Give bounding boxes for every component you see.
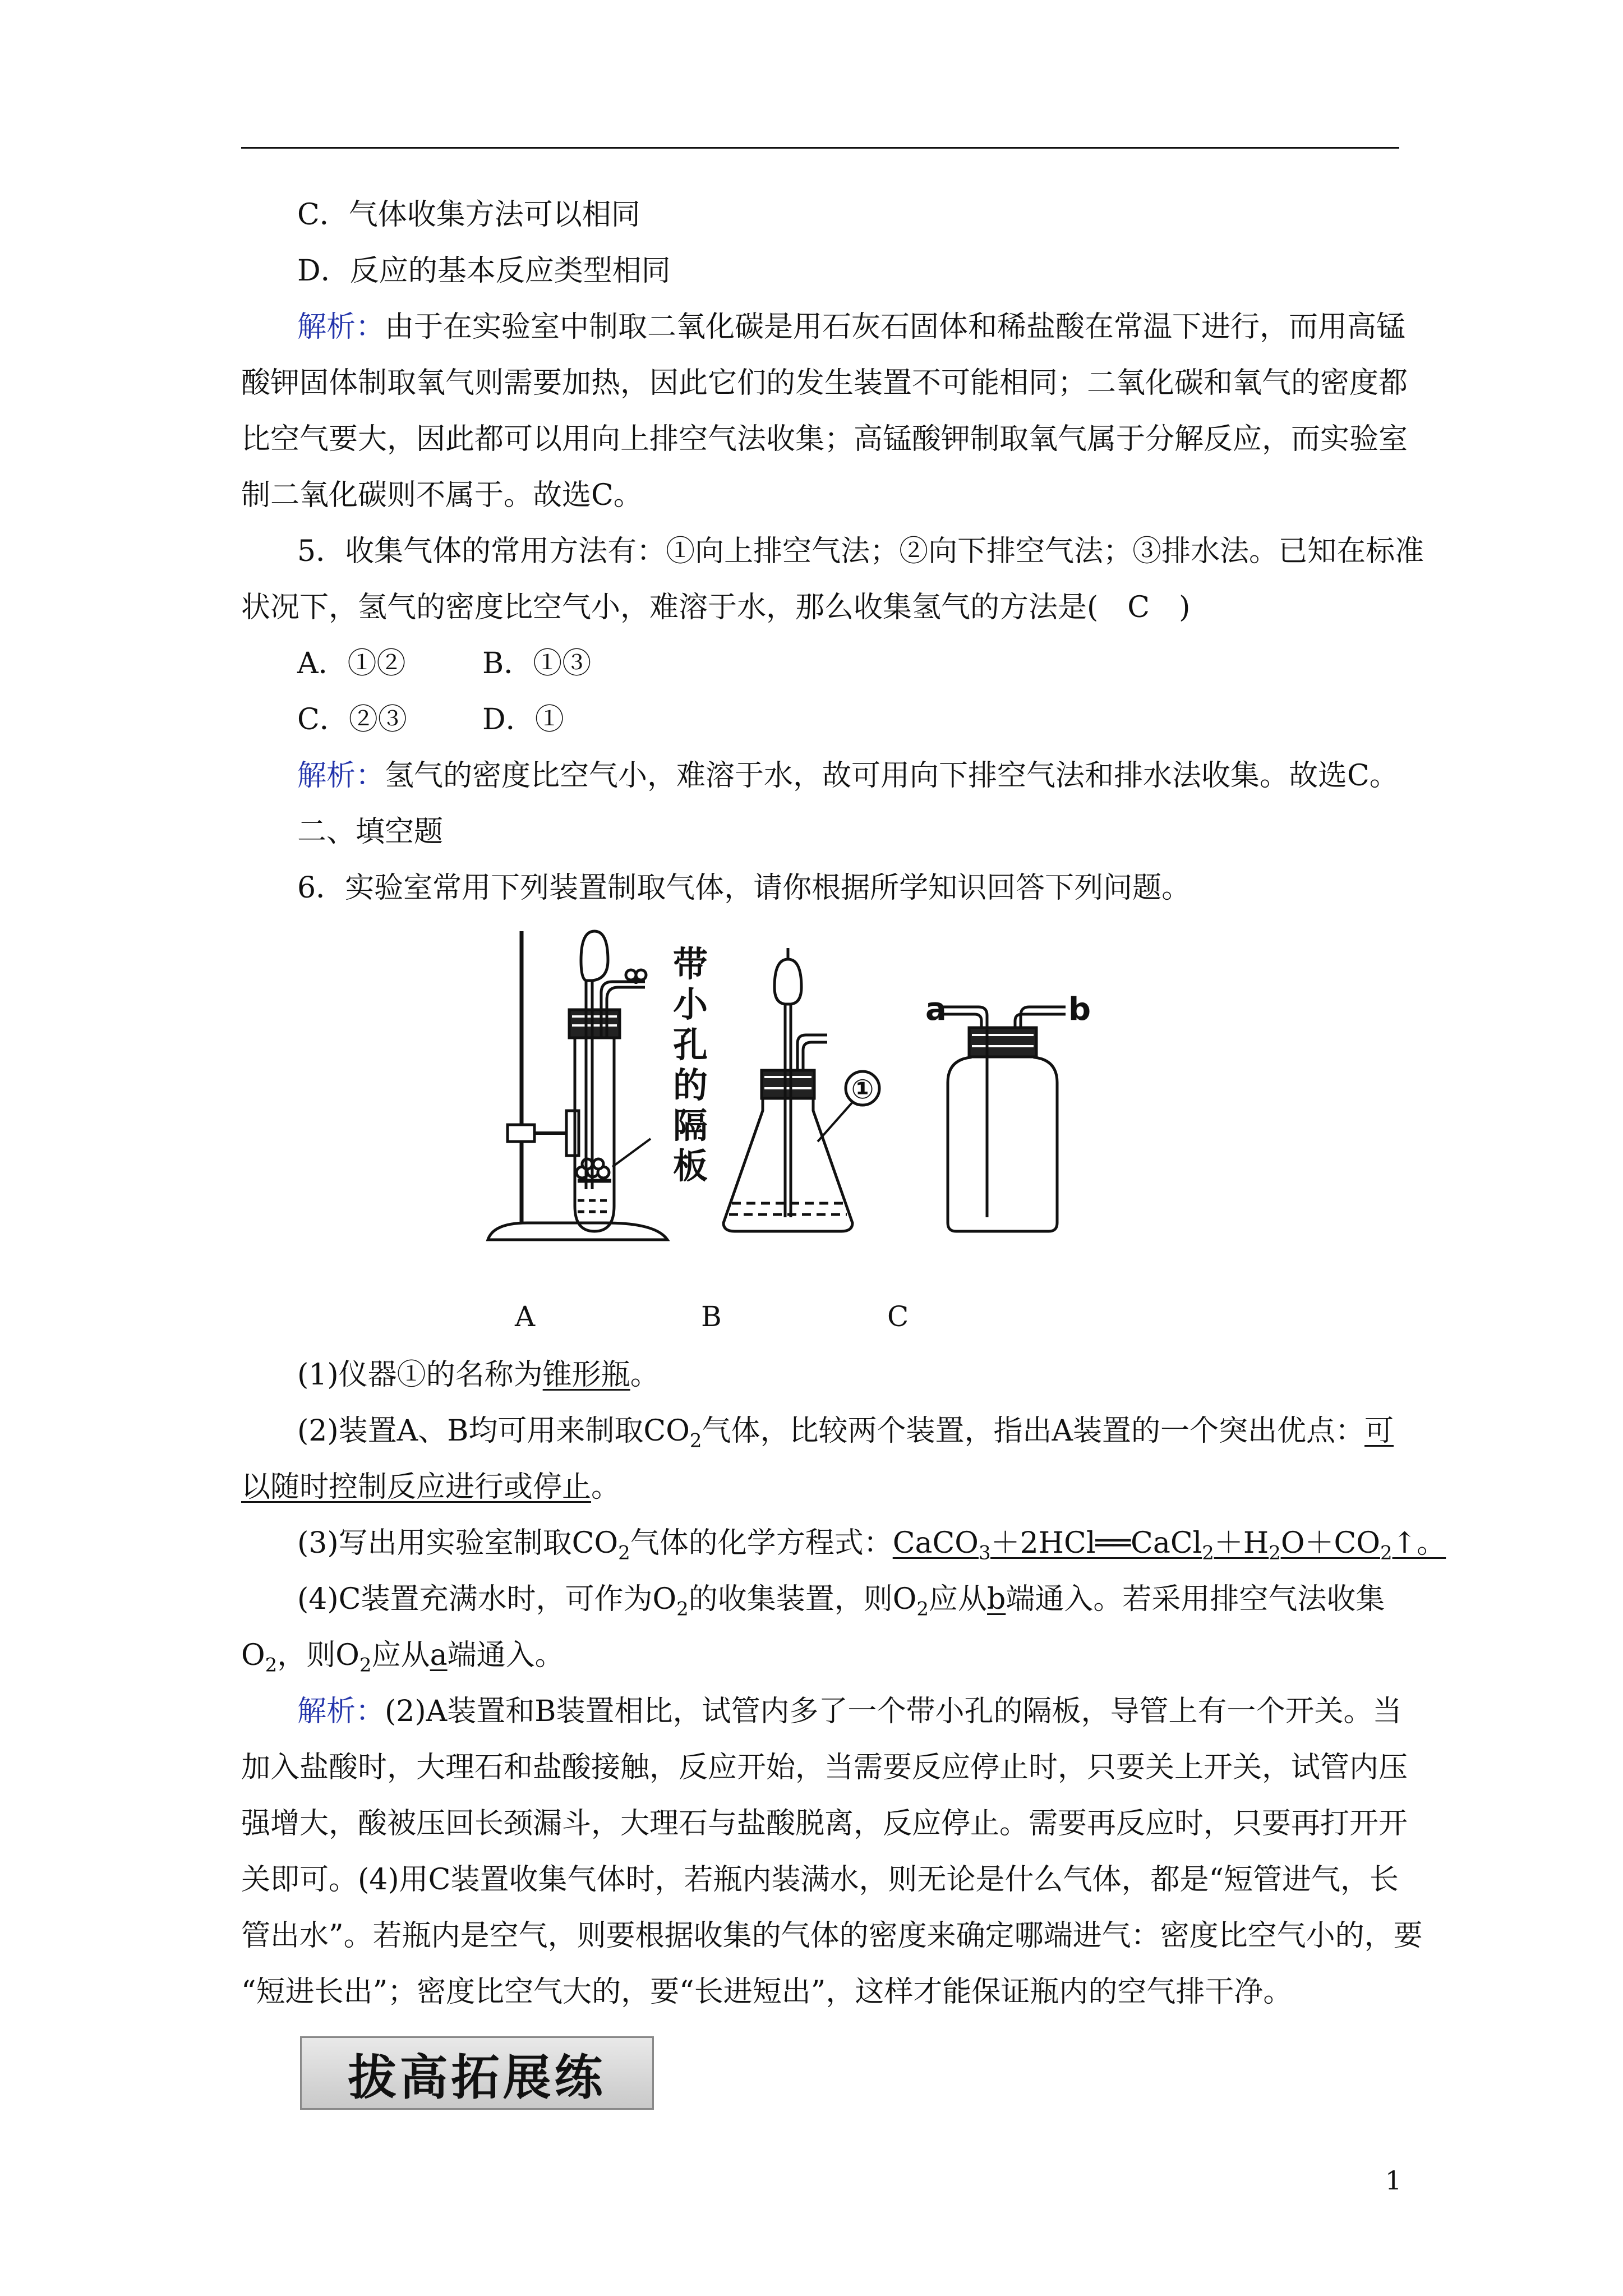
analysis-3-line-1: [297, 1694, 1401, 1729]
analysis-3-line-5: 管出水”。若瓶内是空气，则要根据收集的气体的密度来确定哪端进气：密度比空气小的，要: [241, 1919, 1423, 1953]
sub-question-2-line-2: 以随时控制反应进行或停止。: [241, 1470, 621, 1504]
sub-question-1: (1)仪器①的名称为锥形瓶。: [297, 1358, 660, 1392]
option-c: C．气体收集方法可以相同: [297, 198, 640, 232]
section-heading: 二、填空题: [297, 815, 444, 849]
caption-c: C: [887, 1300, 909, 1333]
circle-label: ①: [851, 1074, 874, 1105]
analysis-3-line-6: “短进长出”；密度比空气大的，要“长进短出”，这样才能保证瓶内的空气排干净。: [241, 1975, 1293, 2009]
analysis-label: 解析：: [297, 759, 385, 793]
option-d: D．反应的基本反应类型相同: [297, 254, 671, 288]
sub-question-3: (3)写出用实验室制取$CO_2$气体的化学方程式：$CaCO_3+2HCl══CaCl_2+H_2O+CO_2↑$。: [297, 1526, 1446, 1565]
analysis-3-line-4: 关即可。(4)用C装置收集气体时，若瓶内装满水，则无论是什么气体，都是“短管进气，长: [241, 1863, 1399, 1897]
analysis-label: 解析：: [297, 310, 385, 344]
answer-blank: 可: [1364, 1414, 1394, 1448]
sub-question-4-line-1: (4)C装置充满水时，可作为$O_2$的收集装置，则$O_2$应从b端通入。若采用排空气法收集: [297, 1582, 1385, 1621]
analysis-1-line-3: 比空气要大，因此都可以用向上排空气法收集；高锰酸钾制取氧气属于分解反应，而实验室: [241, 422, 1408, 456]
plate-label-char: 小: [673, 984, 708, 1025]
answer-blank: 以随时控制反应进行或停止: [241, 1470, 592, 1504]
apparatus-c: [942, 1007, 1066, 1231]
banner-title: 拔高拓展练: [348, 2049, 606, 2106]
equation-answer: $CaCO_3+2HCl══CaCl_2+H_2O+CO_2↑$。: [892, 1526, 1446, 1565]
analysis-1-line-4: 制二氧化碳则不属于。故选C。: [241, 478, 643, 512]
sub-question-4-line-2: $O_2$，则$O_2$应从a端通入。: [241, 1639, 564, 1677]
question-5-line-1: 5．收集气体的常用方法有：①向上排空气法；②向下排空气法；③排水法。已知在标准: [297, 535, 1424, 568]
plate-label-char: 板: [673, 1145, 708, 1186]
analysis-2: [297, 758, 1399, 793]
analysis-text: 由于在实验室中制取二氧化碳是用石灰石固体和稀盐酸在常温下进行，而用高锰: [385, 310, 1406, 344]
plate-label-char: 隔: [673, 1105, 708, 1146]
question-5-line-2: 状况下，氢气的密度比空气小，难溶于水，那么收集氢气的方法是( C ): [241, 591, 1191, 624]
sub-question-2-line-1: (2)装置A、B均可用来制取$CO_2$气体，比较两个装置，指出A装置的一个突出优点：可: [297, 1414, 1394, 1452]
port-a-label: a: [925, 991, 947, 1028]
plate-label: [673, 944, 709, 1186]
analysis-3-line-3: 强增大，酸被压回长颈漏斗，大理石与盐酸脱离，反应停止。需要再反应时，只要再打开开: [241, 1807, 1408, 1841]
answer-blank: 锥形瓶: [542, 1358, 630, 1392]
apparatus-a: [488, 931, 667, 1240]
header-rule: [241, 147, 1399, 149]
apparatus-figure: [482, 926, 1211, 1273]
caption-a: A: [515, 1300, 536, 1333]
page-number: 1: [1385, 2165, 1402, 2196]
analysis-label: 解析：: [297, 1695, 385, 1728]
q5-option-b: B．①③: [482, 647, 592, 680]
question-6: 6．实验室常用下列装置制取气体，请你根据所学知识回答下列问题。: [297, 871, 1191, 905]
analysis-text: 氢气的密度比空气小，难溶于水，故可用向下排空气法和排水法收集。故选C。: [385, 759, 1399, 793]
caption-b: B: [701, 1300, 722, 1333]
port-b-label: b: [1068, 991, 1091, 1028]
answer-blank: a: [430, 1639, 448, 1672]
analysis-3-line-2: 加入盐酸时，大理石和盐酸接触，反应开始，当需要反应停止时，只要关上开关，试管内压: [241, 1751, 1408, 1784]
analysis-1-line-1: [297, 310, 1405, 344]
q5-option-a: A．①②: [297, 647, 406, 680]
analysis-text: (2)A装置和B装置相比，试管内多了一个带小孔的隔板，导管上有一个开关。当: [385, 1695, 1402, 1728]
analysis-1-line-2: 酸钾固体制取氧气则需要加热，因此它们的发生装置不可能相同；二氧化碳和氧气的密度都: [241, 366, 1408, 400]
answer-blank: b: [987, 1582, 1006, 1616]
plate-label-char: 的: [673, 1065, 708, 1106]
plate-label-char: 带: [673, 944, 708, 984]
plate-label-char: 孔: [673, 1024, 708, 1065]
section-banner: [300, 2036, 654, 2110]
q5-option-c: C．②③: [297, 703, 407, 737]
q5-option-d: D．①: [482, 703, 564, 737]
